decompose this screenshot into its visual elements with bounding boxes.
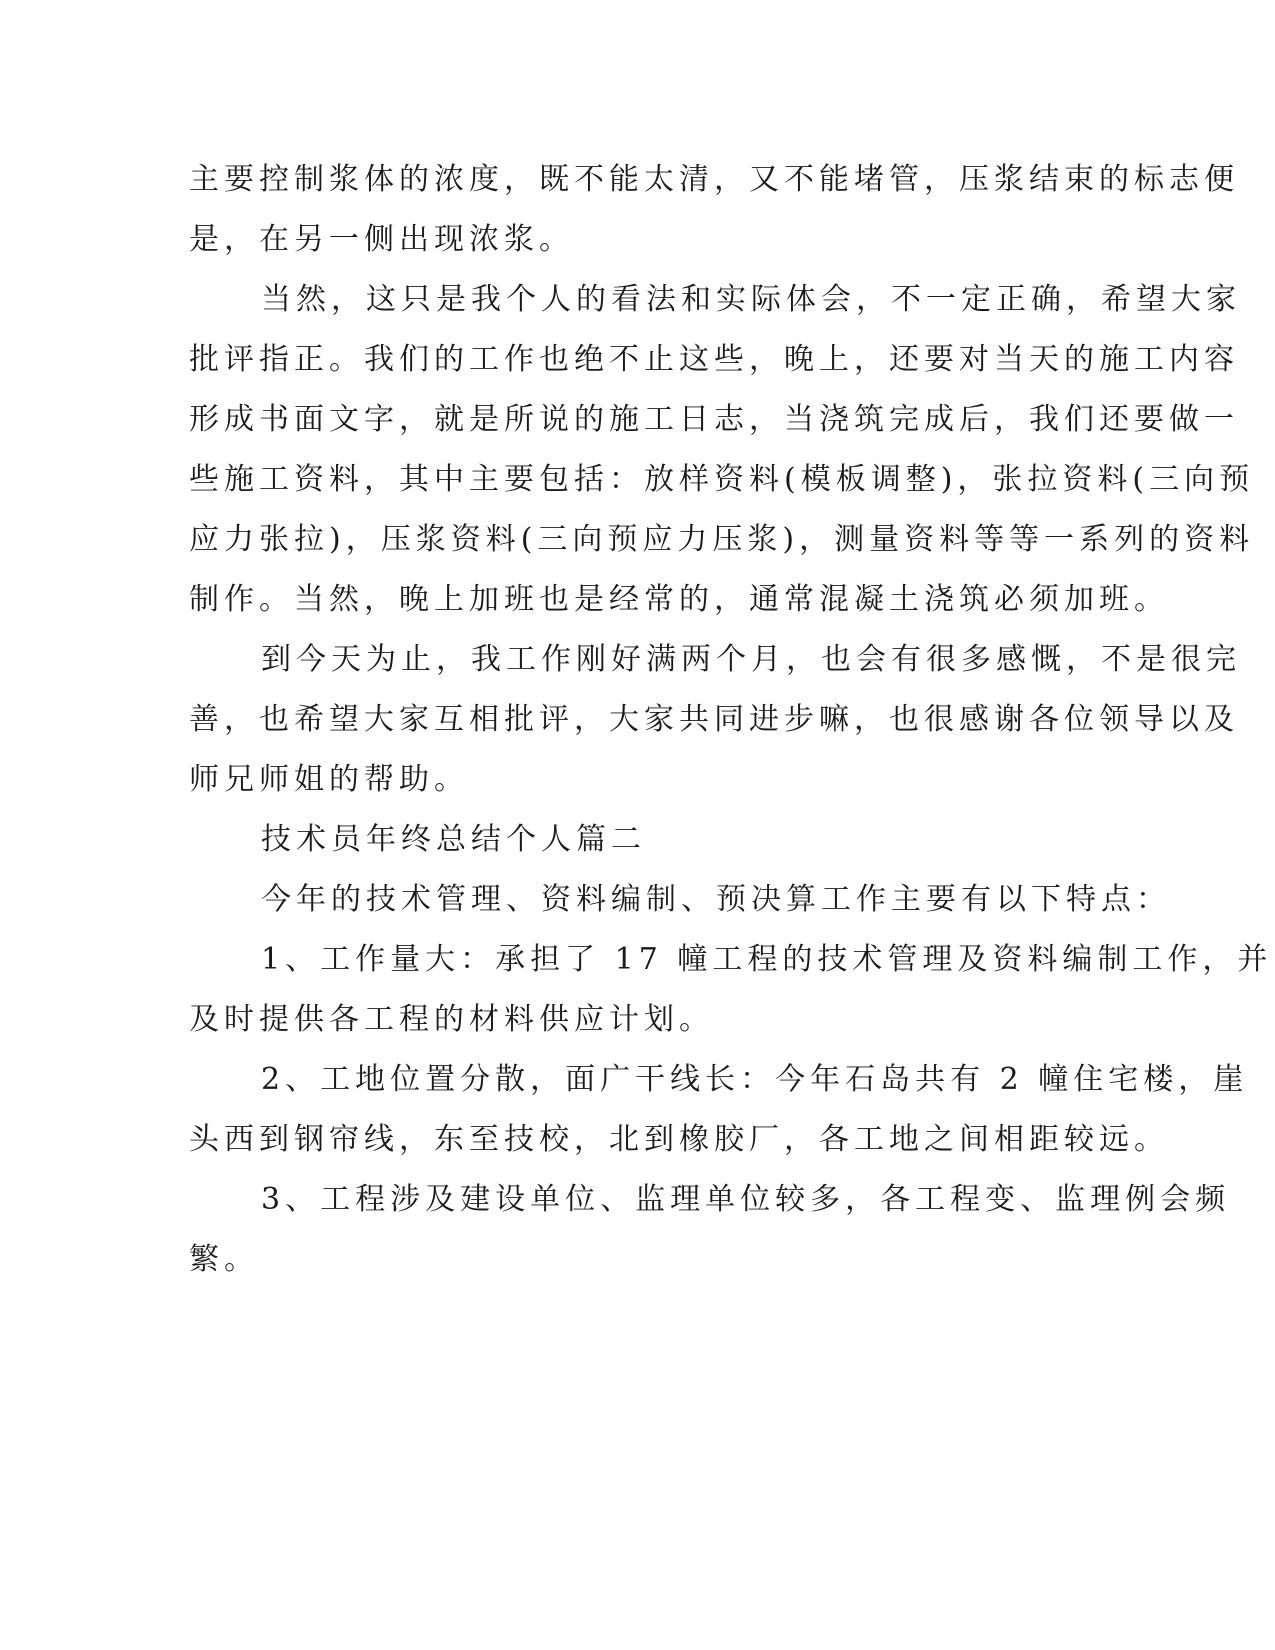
text-line: 师兄师姐的帮助。 bbox=[189, 762, 469, 797]
text-line: 到今天为止，我工作刚好满两个月，也会有很多感慨，不是很完 bbox=[261, 642, 1241, 677]
document-body bbox=[189, 150, 1273, 1290]
text-line: 今年的技术管理、资料编制、预决算工作主要有以下特点： bbox=[261, 882, 1171, 917]
text-line: 是，在另一侧出现浓浆。 bbox=[189, 222, 574, 257]
text-line: 应力张拉)，压浆资料(三向预应力压浆)，测量资料等等一系列的资料 bbox=[189, 522, 1255, 557]
text-line: 制作。当然，晚上加班也是经常的，通常混凝土浇筑必须加班。 bbox=[189, 582, 1169, 617]
section-heading: 技术员年终总结个人篇二 bbox=[261, 822, 646, 857]
list-item: 3、工程涉及建设单位、监理单位较多，各工程变、监理例会频 bbox=[261, 1182, 1231, 1217]
text-line: 头西到钢帘线，东至技校，北到橡胶厂，各工地之间相距较远。 bbox=[189, 1122, 1169, 1157]
text-line: 及时提供各工程的材料供应计划。 bbox=[189, 1002, 714, 1037]
list-item: 2、工地位置分散，面广干线长：今年石岛共有 2 幢住宅楼，崖 bbox=[261, 1062, 1249, 1097]
text-line: 批评指正。我们的工作也绝不止这些，晚上，还要对当天的施工内容 bbox=[189, 342, 1239, 377]
list-item: 1、工作量大：承担了 17 幢工程的技术管理及资料编制工作，并 bbox=[261, 942, 1273, 977]
text-line: 形成书面文字，就是所说的施工日志，当浇筑完成后，我们还要做一 bbox=[189, 402, 1239, 437]
text-line: 些施工资料，其中主要包括：放样资料(模板调整)，张拉资料(三向预 bbox=[189, 462, 1255, 497]
text-line: 繁。 bbox=[189, 1242, 259, 1277]
text-line: 主要控制浆体的浓度，既不能太清，又不能堵管，压浆结束的标志便 bbox=[189, 162, 1239, 197]
text-line: 当然，这只是我个人的看法和实际体会，不一定正确，希望大家 bbox=[261, 282, 1241, 317]
text-line: 善，也希望大家互相批评，大家共同进步嘛，也很感谢各位领导以及 bbox=[189, 702, 1239, 737]
